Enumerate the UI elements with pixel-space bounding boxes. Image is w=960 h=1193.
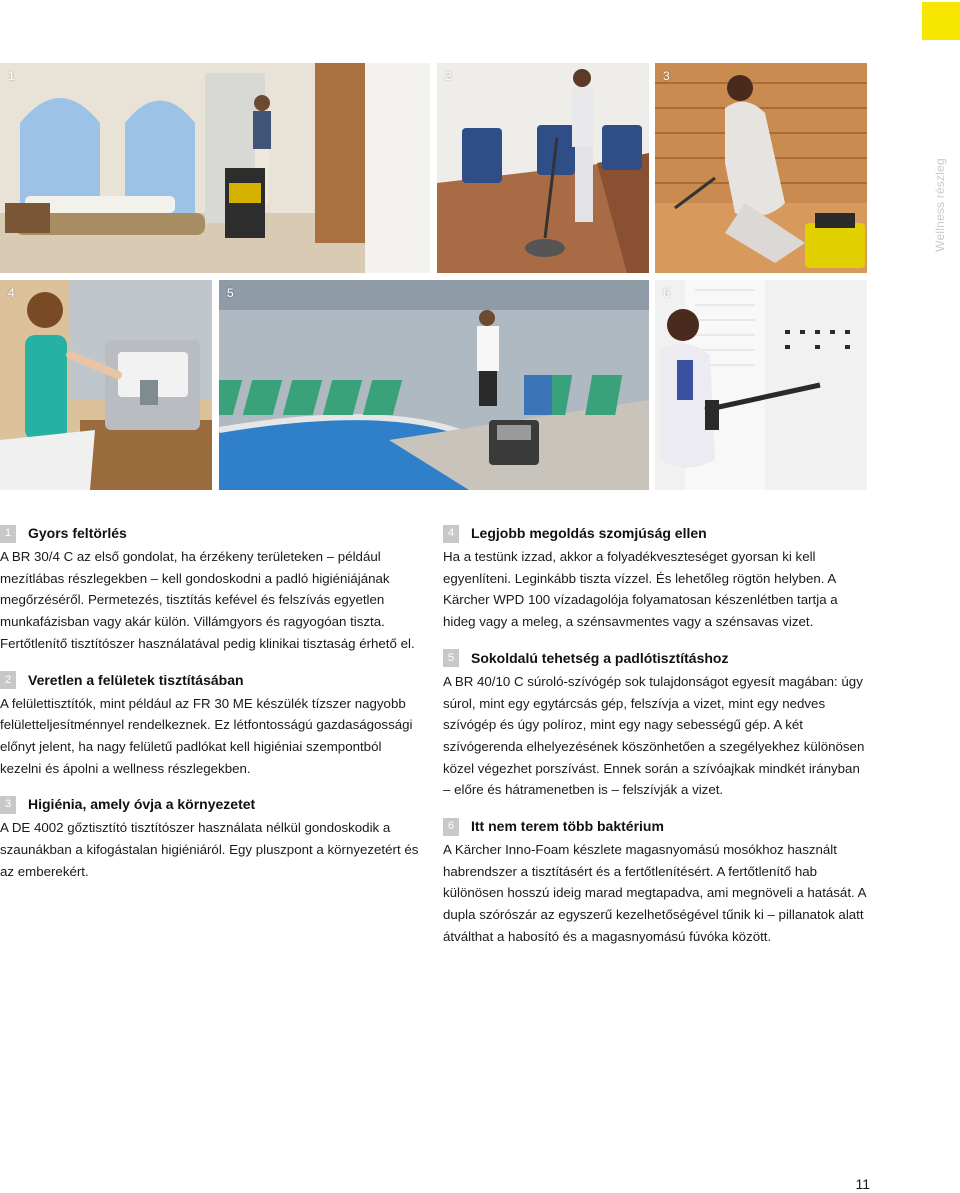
section-heading	[0, 795, 424, 814]
section-number-box: 4	[443, 525, 459, 543]
section-body: A DE 4002 gőztisztító tisztítószer használata nélkül gondoskodik a szaunákban a kifogástalan higiéniáról. Egy pluszpont a környezetért és az emberekért.	[0, 820, 419, 879]
photo-6-illustration	[655, 280, 867, 490]
section-number-box: 6	[443, 818, 459, 836]
section-number-box: 3	[0, 796, 16, 814]
section-title: Legjobb megoldás szomjúság ellen	[471, 525, 707, 541]
photo-number: 1	[8, 69, 15, 83]
photo-3-illustration	[655, 63, 867, 273]
section-title: Gyors feltörlés	[28, 525, 127, 541]
section-heading	[443, 524, 867, 543]
photo-number: 3	[663, 69, 670, 83]
section-5	[443, 649, 867, 801]
photo-4	[0, 280, 212, 490]
section-body: A Kärcher Inno-Foam készlete magasnyomású mosókhoz használt habrendszer a tisztításért és a fertőtlenítésért. A fertőtlenítő hab különösen hosszú ideig marad megtapadva, ami megnöveli a hatását. A dupla szórószár az egyszerű kezelhetőségével tűnik ki – pillanatok alatt átválthat a habosító és a magasnyomású fúvóka között.	[443, 842, 866, 944]
section-heading	[0, 524, 424, 543]
yellow-corner-marker	[922, 2, 960, 40]
section-body: A BR 40/10 C súroló-szívógép sok tulajdonságot egyesít magában: úgy súrol, mint egy egytárcsás gép, felszívja a vizet, mint egy nedves szívógép és úgy políroz, mint egy nagy sebességű gép. A két szívógerenda elhelyezésének köszönhetően a szegélyekhez különösen közel végezhet porszívást. Ennek során a szívóajkak mindkét irányban – előre és hátramenetben is – felszívják a vizet.	[443, 673, 865, 798]
section-title: Itt nem terem több baktérium	[471, 818, 664, 835]
photo-number: 4	[8, 286, 15, 300]
photo-4-illustration	[0, 280, 212, 490]
photo-1	[0, 63, 430, 273]
section-title: Veretlen a felületek tisztításában	[28, 671, 244, 688]
section-heading	[0, 671, 424, 690]
section-number-box: 5	[443, 649, 459, 667]
photo-5-illustration	[219, 280, 649, 490]
section-body: A BR 30/4 C az első gondolat, ha érzékeny területeken – például mezítlábas részlegekben – kell gondoskodni a padló higiéniájának megőrzéséről. Permetezés, tisztítás kefével és felszívás egyetlen munkafázisban vagy akár külön. Villámgyors és ragyogóan tiszta. Fertőtlenítő tisztítószer használatával pedig klinikai tisztaság érhető el.	[0, 549, 415, 651]
photo-2-illustration	[437, 63, 649, 273]
section-heading	[443, 817, 867, 836]
photo-number: 6	[663, 286, 670, 300]
section-title: Sokoldalú tehetség a padlótisztításhoz	[471, 649, 729, 666]
text-column-right	[443, 524, 867, 964]
section-side-label	[930, 150, 950, 260]
section-6	[443, 817, 867, 948]
section-3	[0, 795, 424, 882]
section-title: Higiénia, amely óvja a környezetet	[28, 796, 256, 813]
photo-number: 5	[227, 286, 234, 300]
photo-3	[655, 63, 867, 273]
section-1	[0, 524, 424, 655]
section-number-box: 1	[0, 525, 16, 543]
photo-2	[437, 63, 649, 273]
photo-5	[219, 280, 649, 490]
side-label-text: Wellness részleg	[933, 158, 947, 252]
section-body: A felülettisztítók, mint például az FR 30 ME készülék tízszer nagyobb felületteljesítménnyel rendelkeznek. Ez létfontosságú gazdaságossági előnyt jelent, ha nagy felületű padlókat kell higiéniai szempontból kezelni és ápolni a wellness részlegekben.	[0, 695, 413, 776]
text-column-left	[0, 524, 424, 898]
section-heading	[443, 649, 867, 668]
section-body: Ha a testünk izzad, akkor a folyadékveszteséget gyorsan ki kell egyenlíteni. Leginkább tiszta vízzel. És lehetőleg rögtön helyben. A Kärcher WPD 100 vízadagolója folyamatosan készenlétben tartja a hideg vagy a meleg, a szénsavmentes vagy a szénsavas vizet.	[443, 549, 838, 630]
photo-1-illustration	[0, 63, 430, 273]
section-2	[0, 671, 424, 780]
section-4	[443, 524, 867, 633]
photo-number: 2	[445, 69, 452, 83]
page-number: 11	[855, 1176, 870, 1192]
photo-6	[655, 280, 867, 490]
section-number-box: 2	[0, 671, 16, 689]
